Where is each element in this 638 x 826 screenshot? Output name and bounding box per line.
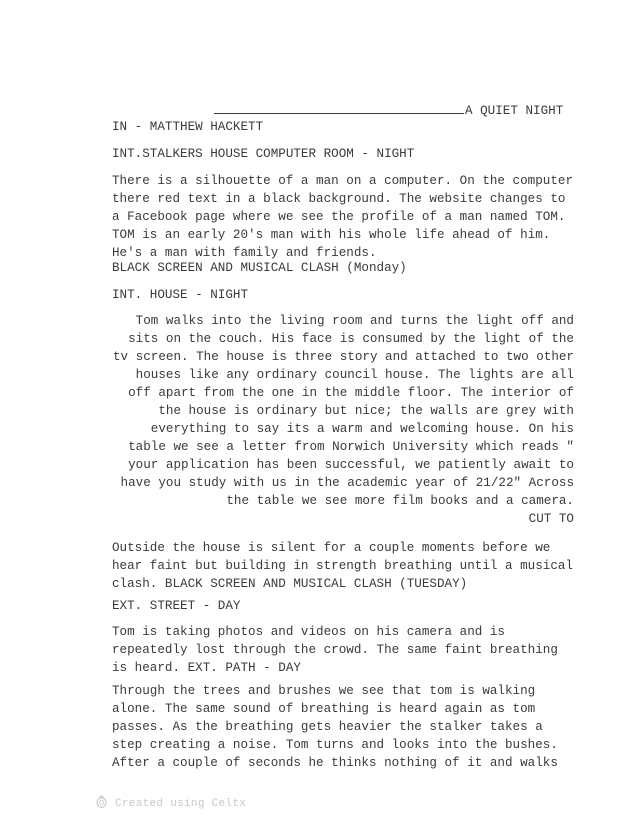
action-paragraph: Outside the house is silent for a couple moments before we hear faint but building in strength breathing until a musical clash. BLACK SCREEN AND MUSICAL CLASH (TUESDAY)	[112, 541, 574, 591]
title-line	[214, 100, 574, 120]
action-paragraph-centered	[112, 312, 574, 528]
action-line: have you study with us in the academic year of 21/22" Across	[120, 476, 574, 490]
action-line: table we see a letter from Norwich University which reads "	[128, 440, 574, 454]
celtx-logo-icon	[96, 795, 107, 808]
script-title: A QUIET NIGHT	[465, 104, 564, 118]
scene-heading: INT.STALKERS HOUSE COMPUTER ROOM - NIGHT	[112, 147, 415, 161]
action-line: the table we see more film books and a camera.	[226, 494, 574, 508]
action-line: everything to say its a warm and welcoming house. On his	[150, 422, 574, 436]
action-paragraph: Through the trees and brushes we see that tom is walking alone. The same sound of breathing is heard again as tom passes. As the breathing gets heavier the stalker takes a step creating a noise. Tom turns and looks into the bushes. After a couple of seconds he thinks nothing of it and walks	[112, 684, 558, 770]
scene-heading: EXT. STREET - DAY	[112, 599, 241, 613]
action-line: off apart from the one in the middle floor. The interior of	[128, 386, 574, 400]
action-line: tv screen. The house is three story and attached to two other	[112, 350, 574, 364]
action-line: houses like any ordinary council house. The lights are all	[135, 368, 574, 382]
action-line: the house is ordinary but nice; the walls are grey with	[158, 404, 574, 418]
action-line: Tom walks into the living room and turns the light off and	[135, 314, 574, 328]
action-line: your application has been successful, we patiently await to	[128, 458, 574, 472]
footer	[96, 795, 246, 810]
author-line: IN - MATTHEW HACKETT	[112, 120, 264, 134]
action-paragraph: Tom is taking photos and videos on his camera and is repeatedly lost through the crowd. The same faint breathing is heard. EXT. PATH - DAY	[112, 625, 558, 675]
transition-cut-to: CUT TO	[528, 512, 574, 526]
transition-line: BLACK SCREEN AND MUSICAL CLASH (Monday)	[112, 261, 407, 275]
action-line: sits on the couch. His face is consumed by the light of the	[128, 332, 574, 346]
title-underline	[214, 100, 464, 114]
action-paragraph: There is a silhouette of a man on a computer. On the computer there red text in a black background. The website changes to a Facebook page where we see the profile of a man named TOM. TOM is an early 20's man with his whole life ahead of him. He's a man with family and friends.	[112, 174, 574, 260]
scene-heading: INT. HOUSE - NIGHT	[112, 288, 249, 302]
footer-text: Created using Celtx	[115, 798, 247, 810]
